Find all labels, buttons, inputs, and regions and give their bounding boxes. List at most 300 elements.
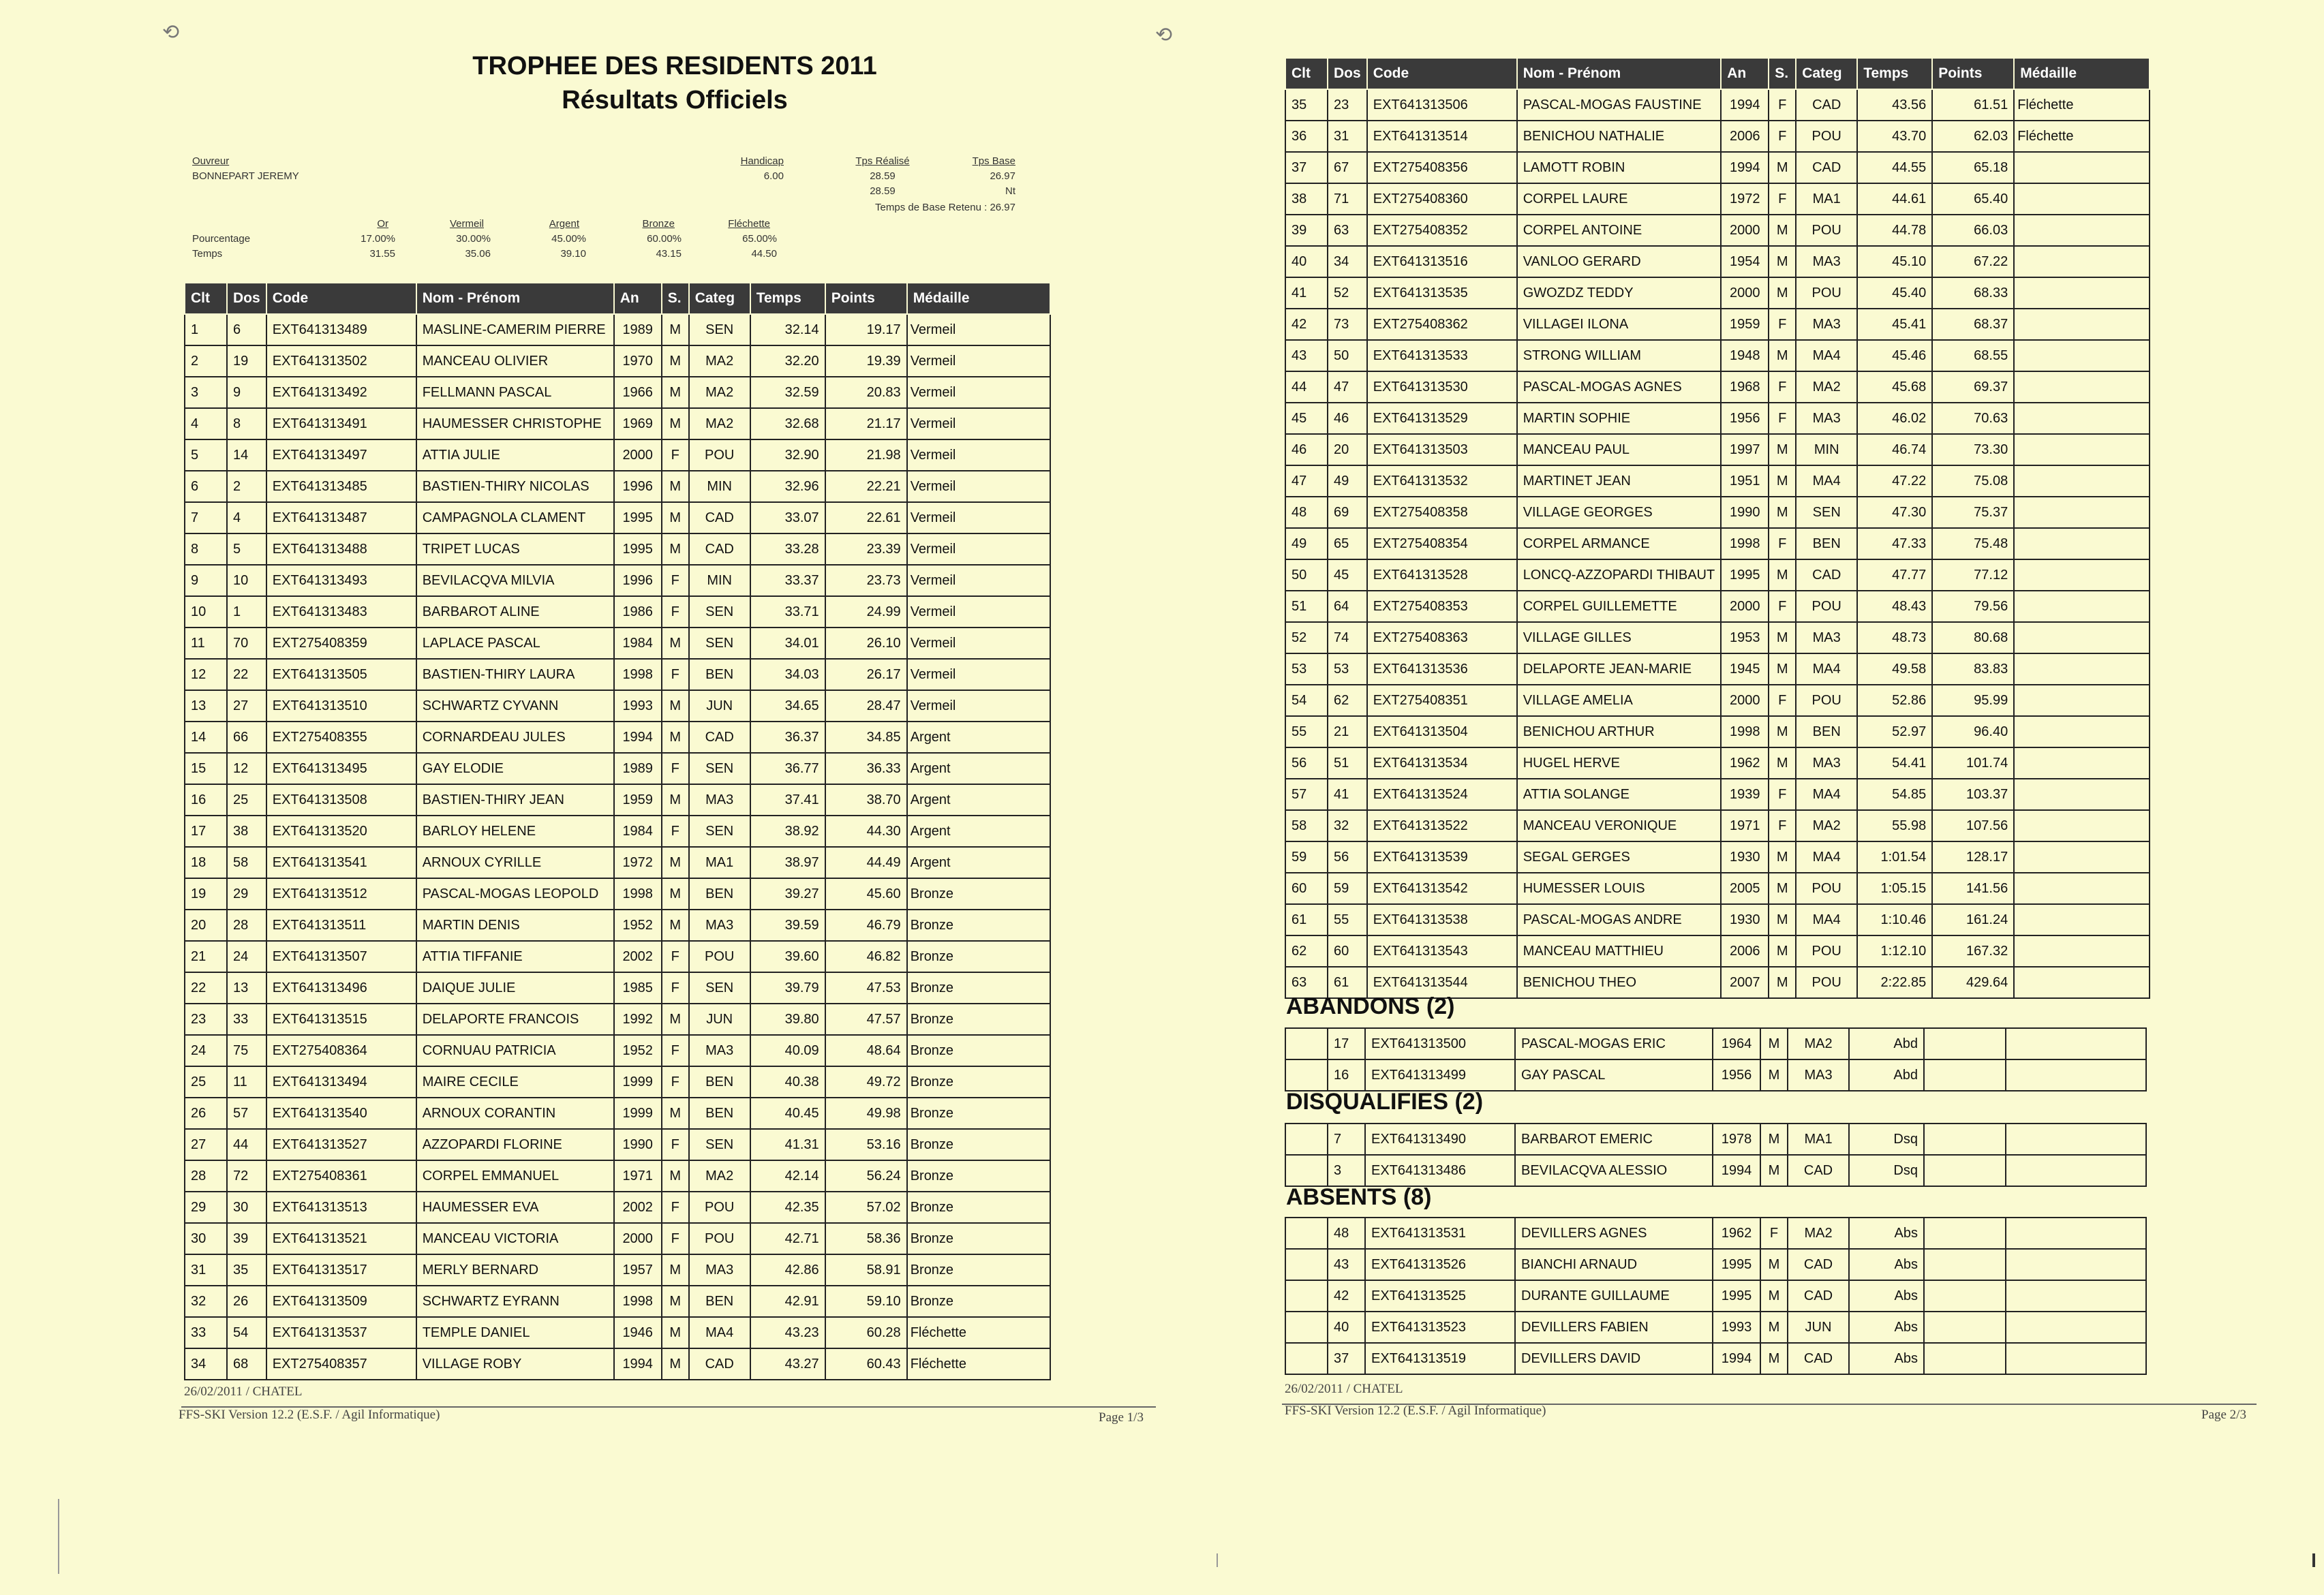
table-row bbox=[185, 722, 1050, 753]
cell-medal: Fléchette bbox=[2014, 121, 2150, 152]
cell-sex: M bbox=[1769, 935, 1796, 967]
cell-name: LAPLACE PASCAL bbox=[416, 628, 614, 659]
table-row bbox=[185, 972, 1050, 1004]
cell-category: SEN bbox=[689, 753, 750, 784]
cell-code: EXT641313486 bbox=[1365, 1155, 1515, 1186]
cell-year: 1971 bbox=[614, 1160, 662, 1192]
cell-points: 26.17 bbox=[825, 659, 907, 690]
cell-code: EXT641313509 bbox=[266, 1286, 416, 1317]
cell-code: EXT641313529 bbox=[1367, 403, 1517, 434]
cell-name: STRONG WILLIAM bbox=[1517, 340, 1722, 371]
cell-year: 1946 bbox=[614, 1317, 662, 1348]
cell-code: EXT275408362 bbox=[1367, 309, 1517, 340]
cell-year: 1994 bbox=[1721, 152, 1769, 183]
table-row bbox=[1285, 465, 2150, 497]
table-row bbox=[185, 1192, 1050, 1223]
cell-points: 24.99 bbox=[825, 596, 907, 628]
cell-sex: M bbox=[1769, 716, 1796, 747]
cell-year: 1999 bbox=[614, 1098, 662, 1129]
cell-sex: M bbox=[1769, 622, 1796, 653]
cell-points: 46.79 bbox=[825, 910, 907, 941]
cell-category: MA1 bbox=[1788, 1124, 1849, 1155]
cell-year: 1957 bbox=[614, 1254, 662, 1286]
cell-medal bbox=[2006, 1218, 2146, 1249]
cell-points: 56.24 bbox=[825, 1160, 907, 1192]
cell-time: 46.74 bbox=[1857, 434, 1932, 465]
table-row bbox=[185, 345, 1050, 377]
column-header-dos: Dos bbox=[227, 283, 266, 314]
cell-code: EXT641313515 bbox=[266, 1004, 416, 1035]
cell-clt bbox=[1285, 1059, 1328, 1091]
cell-category: SEN bbox=[1796, 497, 1857, 528]
cell-sex: M bbox=[662, 408, 689, 439]
cell-clt: 37 bbox=[1285, 152, 1328, 183]
cell-clt: 10 bbox=[185, 596, 227, 628]
ouvreur-name: BONNEPART JEREMY bbox=[192, 170, 299, 182]
cell-name: CAMPAGNOLA CLAMENT bbox=[416, 502, 614, 533]
cell-points: 61.51 bbox=[1932, 89, 2014, 121]
cell-year: 1939 bbox=[1721, 779, 1769, 810]
cell-name: DELAPORTE JEAN-MARIE bbox=[1517, 653, 1722, 685]
medal-percentage: 60.00% bbox=[647, 233, 682, 245]
cell-code: EXT641313534 bbox=[1367, 747, 1517, 779]
cell-dos: 67 bbox=[1328, 152, 1367, 183]
cell-name: PASCAL-MOGAS FAUSTINE bbox=[1517, 89, 1722, 121]
cell-code: EXT275408361 bbox=[266, 1160, 416, 1192]
scan-edge bbox=[2312, 1553, 2315, 1567]
cell-medal bbox=[2006, 1343, 2146, 1374]
medal-percentage: 45.00% bbox=[551, 233, 586, 245]
cell-medal: Fléchette bbox=[907, 1317, 1050, 1348]
footer-date: 26/02/2011 / CHATEL bbox=[184, 1384, 303, 1399]
table-row bbox=[1285, 779, 2150, 810]
cell-name: BENICHOU NATHALIE bbox=[1517, 121, 1722, 152]
table-row bbox=[185, 1286, 1050, 1317]
cell-year: 1972 bbox=[1721, 183, 1769, 215]
cell-name: DEVILLERS DAVID bbox=[1515, 1343, 1713, 1374]
table-row bbox=[185, 1004, 1050, 1035]
cell-category: POU bbox=[689, 1192, 750, 1223]
cell-clt: 43 bbox=[1285, 340, 1328, 371]
cell-year: 2002 bbox=[614, 1192, 662, 1223]
table-row bbox=[1285, 559, 2150, 591]
cell-name: MERLY BERNARD bbox=[416, 1254, 614, 1286]
table-row bbox=[1285, 277, 2150, 309]
table-row bbox=[185, 596, 1050, 628]
cell-medal: Vermeil bbox=[907, 439, 1050, 471]
cell-sex: F bbox=[1760, 1218, 1788, 1249]
cell-clt bbox=[1285, 1343, 1328, 1374]
cell-code: EXT641313512 bbox=[266, 878, 416, 910]
table-row bbox=[1285, 685, 2150, 716]
cell-time: Abs bbox=[1849, 1280, 1924, 1312]
cell-points: 36.33 bbox=[825, 753, 907, 784]
cell-medal: Argent bbox=[907, 722, 1050, 753]
cell-medal bbox=[2014, 716, 2150, 747]
cell-points bbox=[1924, 1249, 2006, 1280]
scan-edge bbox=[58, 1499, 59, 1574]
cell-dos: 26 bbox=[227, 1286, 266, 1317]
column-header-category: Categ bbox=[1796, 58, 1857, 89]
cell-time: 46.02 bbox=[1857, 403, 1932, 434]
cell-name: HUMESSER LOUIS bbox=[1517, 873, 1722, 904]
cell-clt: 53 bbox=[1285, 653, 1328, 685]
cell-dos: 58 bbox=[227, 847, 266, 878]
cell-name: PASCAL-MOGAS ERIC bbox=[1515, 1028, 1713, 1059]
cell-category: JUN bbox=[689, 690, 750, 722]
cell-medal: Vermeil bbox=[907, 596, 1050, 628]
cell-dos: 47 bbox=[1328, 371, 1367, 403]
cell-category: MA2 bbox=[1788, 1028, 1849, 1059]
cell-time: 47.30 bbox=[1857, 497, 1932, 528]
cell-time: 32.90 bbox=[750, 439, 825, 471]
cell-dos: 29 bbox=[227, 878, 266, 910]
cell-clt: 50 bbox=[1285, 559, 1328, 591]
cell-dos: 16 bbox=[1328, 1059, 1365, 1091]
cell-time: 1:05.15 bbox=[1857, 873, 1932, 904]
cell-medal: Vermeil bbox=[907, 690, 1050, 722]
cell-name: CORPEL EMMANUEL bbox=[416, 1160, 614, 1192]
cell-sex: M bbox=[662, 847, 689, 878]
cell-year: 1945 bbox=[1721, 653, 1769, 685]
cell-points: 23.39 bbox=[825, 533, 907, 565]
cell-medal: Bronze bbox=[907, 1098, 1050, 1129]
cell-sex: M bbox=[662, 1004, 689, 1035]
cell-name: ARNOUX CYRILLE bbox=[416, 847, 614, 878]
cell-category: POU bbox=[689, 941, 750, 972]
cell-sex: M bbox=[662, 502, 689, 533]
table-row bbox=[1285, 904, 2150, 935]
cell-code: EXT275408358 bbox=[1367, 497, 1517, 528]
cell-points: 79.56 bbox=[1932, 591, 2014, 622]
cell-code: EXT641313524 bbox=[1367, 779, 1517, 810]
cell-time: 48.43 bbox=[1857, 591, 1932, 622]
table-row bbox=[1285, 1280, 2146, 1312]
cell-name: DEVILLERS AGNES bbox=[1515, 1218, 1713, 1249]
cell-dos: 10 bbox=[227, 565, 266, 596]
table-row bbox=[185, 471, 1050, 502]
cell-time: 1:01.54 bbox=[1857, 841, 1932, 873]
cell-medal bbox=[2014, 183, 2150, 215]
column-header-name: Nom - Prénom bbox=[416, 283, 614, 314]
cell-medal bbox=[2014, 559, 2150, 591]
cell-medal bbox=[2014, 497, 2150, 528]
cell-dos: 23 bbox=[1328, 89, 1367, 121]
cell-clt: 21 bbox=[185, 941, 227, 972]
cell-sex: M bbox=[1760, 1280, 1788, 1312]
table-row bbox=[1285, 1249, 2146, 1280]
cell-medal: Bronze bbox=[907, 1004, 1050, 1035]
cell-name: BASTIEN-THIRY NICOLAS bbox=[416, 471, 614, 502]
cell-year: 1968 bbox=[1721, 371, 1769, 403]
cell-sex: F bbox=[1769, 89, 1796, 121]
cell-sex: F bbox=[662, 1129, 689, 1160]
column-header-medal: Médaille bbox=[907, 283, 1050, 314]
cell-code: EXT641313527 bbox=[266, 1129, 416, 1160]
cell-category: CAD bbox=[1788, 1343, 1849, 1374]
cell-code: EXT641313531 bbox=[1365, 1218, 1515, 1249]
table-row bbox=[185, 408, 1050, 439]
cell-medal: Vermeil bbox=[907, 345, 1050, 377]
cell-year: 2007 bbox=[1721, 967, 1769, 998]
cell-medal bbox=[2014, 403, 2150, 434]
cell-year: 1995 bbox=[614, 533, 662, 565]
cell-clt: 3 bbox=[185, 377, 227, 408]
table-row bbox=[185, 910, 1050, 941]
cell-name: ARNOUX CORANTIN bbox=[416, 1098, 614, 1129]
cell-code: EXT641313500 bbox=[1365, 1028, 1515, 1059]
cell-category: MA3 bbox=[689, 784, 750, 816]
cell-clt: 47 bbox=[1285, 465, 1328, 497]
cell-year: 1930 bbox=[1721, 841, 1769, 873]
cell-points: 95.99 bbox=[1932, 685, 2014, 716]
table-row bbox=[1285, 215, 2150, 246]
cell-points: 21.98 bbox=[825, 439, 907, 471]
cell-name: BARBAROT ALINE bbox=[416, 596, 614, 628]
cell-points: 103.37 bbox=[1932, 779, 2014, 810]
cell-dos: 57 bbox=[227, 1098, 266, 1129]
cell-sex: M bbox=[662, 690, 689, 722]
cell-code: EXT641313483 bbox=[266, 596, 416, 628]
cell-dos: 41 bbox=[1328, 779, 1367, 810]
cell-sex: F bbox=[662, 1223, 689, 1254]
cell-category: BEN bbox=[689, 878, 750, 910]
column-header-points: Points bbox=[825, 283, 907, 314]
medal-percentage: 17.00% bbox=[361, 233, 395, 245]
cell-name: DAIQUE JULIE bbox=[416, 972, 614, 1004]
cell-time: 32.96 bbox=[750, 471, 825, 502]
cell-clt: 63 bbox=[1285, 967, 1328, 998]
cell-clt: 20 bbox=[185, 910, 227, 941]
cell-points: 60.28 bbox=[825, 1317, 907, 1348]
cell-code: EXT641313496 bbox=[266, 972, 416, 1004]
cell-dos: 51 bbox=[1328, 747, 1367, 779]
cell-category: POU bbox=[689, 439, 750, 471]
cell-name: PASCAL-MOGAS ANDRE bbox=[1517, 904, 1722, 935]
cell-time: 55.98 bbox=[1857, 810, 1932, 841]
cell-sex: M bbox=[662, 722, 689, 753]
cell-category: MA1 bbox=[689, 847, 750, 878]
column-header-year: An bbox=[1721, 58, 1769, 89]
cell-sex: M bbox=[1769, 434, 1796, 465]
medal-time: 39.10 bbox=[560, 248, 586, 260]
cell-sex: M bbox=[1760, 1124, 1788, 1155]
cell-time: 33.71 bbox=[750, 596, 825, 628]
cell-name: SCHWARTZ EYRANN bbox=[416, 1286, 614, 1317]
ouvreur-label: Ouvreur bbox=[192, 155, 230, 167]
cell-points: 96.40 bbox=[1932, 716, 2014, 747]
cell-medal: Argent bbox=[907, 816, 1050, 847]
cell-year: 1952 bbox=[614, 1035, 662, 1066]
cell-medal: Bronze bbox=[907, 1223, 1050, 1254]
table-row bbox=[185, 941, 1050, 972]
cell-code: EXT641313487 bbox=[266, 502, 416, 533]
cell-code: EXT641313522 bbox=[1367, 810, 1517, 841]
cell-medal bbox=[2014, 935, 2150, 967]
medal-header: Fléchette bbox=[728, 218, 770, 230]
cell-medal: Bronze bbox=[907, 972, 1050, 1004]
cell-points: 58.36 bbox=[825, 1223, 907, 1254]
cell-code: EXT641313510 bbox=[266, 690, 416, 722]
cell-sex: M bbox=[1760, 1059, 1788, 1091]
medal-time: 43.15 bbox=[656, 248, 682, 260]
results-page-2 bbox=[1155, 0, 2324, 1595]
cell-points: 47.53 bbox=[825, 972, 907, 1004]
cell-category: MA2 bbox=[689, 377, 750, 408]
cell-code: EXT641313505 bbox=[266, 659, 416, 690]
cell-medal bbox=[2014, 967, 2150, 998]
cell-code: EXT641313535 bbox=[1367, 277, 1517, 309]
cell-category: MA2 bbox=[1796, 371, 1857, 403]
cell-category: SEN bbox=[689, 628, 750, 659]
cell-sex: F bbox=[1769, 403, 1796, 434]
table-row bbox=[185, 1160, 1050, 1192]
cell-medal: Vermeil bbox=[907, 502, 1050, 533]
cell-medal bbox=[2006, 1280, 2146, 1312]
cell-dos: 12 bbox=[227, 753, 266, 784]
cell-sex: M bbox=[662, 1348, 689, 1380]
cell-points: 429.64 bbox=[1932, 967, 2014, 998]
cell-sex: F bbox=[1769, 309, 1796, 340]
cell-dos: 33 bbox=[227, 1004, 266, 1035]
cell-category: CAD bbox=[689, 533, 750, 565]
cell-time: 43.70 bbox=[1857, 121, 1932, 152]
cell-category: SEN bbox=[689, 972, 750, 1004]
column-header-time: Temps bbox=[1857, 58, 1932, 89]
table-row bbox=[1285, 309, 2150, 340]
table-row bbox=[1285, 716, 2150, 747]
cell-name: MARTIN DENIS bbox=[416, 910, 614, 941]
cell-points: 21.17 bbox=[825, 408, 907, 439]
scan-mark-icon: ⟲ bbox=[162, 21, 180, 44]
cell-medal bbox=[2014, 277, 2150, 309]
cell-sex: F bbox=[1769, 121, 1796, 152]
cell-category: MA2 bbox=[689, 1160, 750, 1192]
column-header-points: Points bbox=[1932, 58, 2014, 89]
cell-category: MA3 bbox=[689, 1035, 750, 1066]
cell-year: 1994 bbox=[1713, 1343, 1760, 1374]
cell-dos: 25 bbox=[227, 784, 266, 816]
cell-time: 37.41 bbox=[750, 784, 825, 816]
cell-code: EXT641313508 bbox=[266, 784, 416, 816]
cell-category: MA3 bbox=[689, 1254, 750, 1286]
cell-clt: 12 bbox=[185, 659, 227, 690]
cell-points bbox=[1924, 1124, 2006, 1155]
cell-time: 47.22 bbox=[1857, 465, 1932, 497]
cell-time: 2:22.85 bbox=[1857, 967, 1932, 998]
cell-year: 1993 bbox=[1713, 1312, 1760, 1343]
cell-time: Abs bbox=[1849, 1312, 1924, 1343]
cell-name: MARTINET JEAN bbox=[1517, 465, 1722, 497]
cell-name: GAY PASCAL bbox=[1515, 1059, 1713, 1091]
cell-medal bbox=[2014, 434, 2150, 465]
cell-category: MA4 bbox=[1796, 904, 1857, 935]
cell-name: BASTIEN-THIRY LAURA bbox=[416, 659, 614, 690]
cell-medal bbox=[2006, 1312, 2146, 1343]
cell-points: 80.68 bbox=[1932, 622, 2014, 653]
cell-sex: F bbox=[662, 596, 689, 628]
cell-year: 1986 bbox=[614, 596, 662, 628]
cell-sex: M bbox=[1769, 277, 1796, 309]
cell-code: EXT641313525 bbox=[1365, 1280, 1515, 1312]
cell-name: MASLINE-CAMERIM PIERRE bbox=[416, 314, 614, 345]
table-row bbox=[1285, 528, 2150, 559]
cell-points: 57.02 bbox=[825, 1192, 907, 1223]
cell-year: 2000 bbox=[1721, 215, 1769, 246]
cell-time: 54.85 bbox=[1857, 779, 1932, 810]
cell-clt bbox=[1285, 1312, 1328, 1343]
cell-sex: M bbox=[662, 910, 689, 941]
cell-year: 2005 bbox=[1721, 873, 1769, 904]
cell-year: 1994 bbox=[1721, 89, 1769, 121]
cell-year: 1956 bbox=[1713, 1059, 1760, 1091]
column-header-sex: S. bbox=[1769, 58, 1796, 89]
cell-points: 68.33 bbox=[1932, 277, 2014, 309]
table-row bbox=[185, 1066, 1050, 1098]
cell-medal bbox=[2014, 152, 2150, 183]
cell-year: 1985 bbox=[614, 972, 662, 1004]
column-header-clt: Clt bbox=[1285, 58, 1328, 89]
cell-name: CORNUAU PATRICIA bbox=[416, 1035, 614, 1066]
cell-clt: 34 bbox=[185, 1348, 227, 1380]
cell-name: HUGEL HERVE bbox=[1517, 747, 1722, 779]
cell-sex: M bbox=[662, 533, 689, 565]
medal-header: Or bbox=[377, 218, 388, 230]
disqualifies-title: DISQUALIFIES (2) bbox=[1286, 1089, 1484, 1115]
cell-name: LONCQ-AZZOPARDI THIBAUT bbox=[1517, 559, 1722, 591]
cell-time: 48.73 bbox=[1857, 622, 1932, 653]
table-row bbox=[1285, 434, 2150, 465]
cell-name: HAUMESSER CHRISTOPHE bbox=[416, 408, 614, 439]
table-row bbox=[185, 1035, 1050, 1066]
cell-dos: 5 bbox=[227, 533, 266, 565]
cell-year: 1978 bbox=[1713, 1124, 1760, 1155]
cell-time: 39.80 bbox=[750, 1004, 825, 1035]
cell-clt bbox=[1285, 1249, 1328, 1280]
medal-time: 31.55 bbox=[369, 248, 395, 260]
cell-sex: M bbox=[1769, 152, 1796, 183]
cell-name: MANCEAU PAUL bbox=[1517, 434, 1722, 465]
cell-time: 1:12.10 bbox=[1857, 935, 1932, 967]
cell-dos: 24 bbox=[227, 941, 266, 972]
results-table-2 bbox=[1285, 57, 2150, 999]
column-header-sex: S. bbox=[662, 283, 689, 314]
cell-medal bbox=[2014, 215, 2150, 246]
cell-clt: 36 bbox=[1285, 121, 1328, 152]
cell-clt: 14 bbox=[185, 722, 227, 753]
column-header-dos: Dos bbox=[1328, 58, 1367, 89]
cell-medal: Bronze bbox=[907, 1066, 1050, 1098]
abandons-table bbox=[1285, 1027, 2147, 1091]
cell-code: EXT275408351 bbox=[1367, 685, 1517, 716]
cell-points: 70.63 bbox=[1932, 403, 2014, 434]
cell-medal: Vermeil bbox=[907, 628, 1050, 659]
cell-name: BARLOY HELENE bbox=[416, 816, 614, 847]
cell-medal: Bronze bbox=[907, 1286, 1050, 1317]
cell-year: 1998 bbox=[1721, 716, 1769, 747]
cell-points: 23.73 bbox=[825, 565, 907, 596]
cell-dos: 49 bbox=[1328, 465, 1367, 497]
cell-points: 66.03 bbox=[1932, 215, 2014, 246]
cell-year: 2000 bbox=[614, 1223, 662, 1254]
cell-clt: 60 bbox=[1285, 873, 1328, 904]
cell-points bbox=[1924, 1218, 2006, 1249]
scan-edge bbox=[1217, 1553, 1218, 1567]
cell-category: CAD bbox=[1788, 1280, 1849, 1312]
table-row bbox=[1285, 1155, 2146, 1186]
cell-name: BEVILACQVA ALESSIO bbox=[1515, 1155, 1713, 1186]
cell-code: EXT275408353 bbox=[1367, 591, 1517, 622]
